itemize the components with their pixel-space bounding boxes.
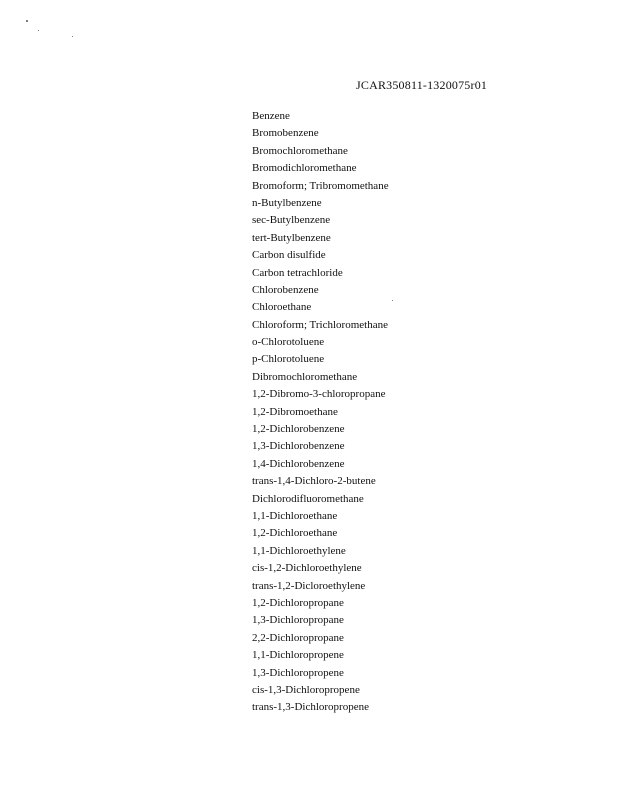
chemical-list-item: Bromochloromethane	[252, 144, 348, 157]
chemical-list-item: 1,4-Dichlorobenzene	[252, 457, 345, 470]
chemical-list-item: n-Butylbenzene	[252, 196, 322, 209]
scan-speck	[26, 20, 28, 22]
chemical-list-item: 1,1-Dichloroethane	[252, 509, 338, 522]
chemical-list-item: 1,2-Dibromoethane	[252, 405, 338, 418]
chemical-list-item: 1,2-Dichloropropane	[252, 596, 344, 609]
chemical-list-item: 1,2-Dichloroethane	[252, 527, 338, 540]
chemical-list-item: Dichlorodifluoromethane	[252, 492, 364, 505]
chemical-list-item: Dibromochloromethane	[252, 370, 358, 383]
chemical-list-item: cis-1,3-Dichloropropene	[252, 683, 360, 696]
scan-speck	[392, 300, 393, 301]
chemical-list-item: 1,2-Dibromo-3-chloropropane	[252, 388, 386, 401]
chemical-list-item: tert-Butylbenzene	[252, 231, 331, 244]
chemical-list-item: 1,3-Dichlorobenzene	[252, 440, 345, 453]
chemical-list-item: Carbon tetrachloride	[252, 266, 343, 279]
chemical-list-item: Bromodichloromethane	[252, 162, 357, 175]
chemical-list-item: trans-1,4-Dichloro-2-butene	[252, 475, 376, 488]
chemical-list-item: trans-1,2-Dicloroethylene	[252, 579, 366, 592]
chemical-list-item: 2,2-Dichloropropane	[252, 631, 344, 644]
chemical-list-item: 1,1-Dichloroethylene	[252, 544, 346, 557]
chemical-list-item: Chloroethane	[252, 301, 312, 314]
chemical-list-item: o-Chlorotoluene	[252, 336, 325, 349]
chemical-list-item: cis-1,2-Dichloroethylene	[252, 562, 362, 575]
scan-speck	[72, 36, 73, 37]
chemical-list-item: Carbon disulfide	[252, 249, 326, 262]
chemical-list-item: 1,3-Dichloropropane	[252, 614, 344, 627]
chemical-list	[252, 108, 389, 717]
chemical-list-item: 1,1-Dichloropropene	[252, 649, 344, 662]
chemical-list-item: trans-1,3-Dichloropropene	[252, 701, 369, 714]
document-id: JCAR350811-1320075r01	[356, 78, 488, 92]
scan-speck	[38, 30, 39, 31]
chemical-list-item: Benzene	[252, 110, 290, 122]
chemical-list-item: 1,2-Dichlorobenzene	[252, 423, 345, 436]
chemical-list-item: Bromobenzene	[252, 127, 319, 140]
chemical-list-item: Bromoform; Tribromomethane	[252, 179, 389, 192]
chemical-list-item: 1,3-Dichloropropene	[252, 666, 344, 679]
chemical-list-item: p-Chlorotoluene	[252, 353, 325, 366]
chemical-list-item: Chlorobenzene	[252, 283, 319, 296]
chemical-list-item: sec-Butylbenzene	[252, 214, 331, 227]
chemical-list-item: Chloroform; Trichloromethane	[252, 318, 388, 331]
